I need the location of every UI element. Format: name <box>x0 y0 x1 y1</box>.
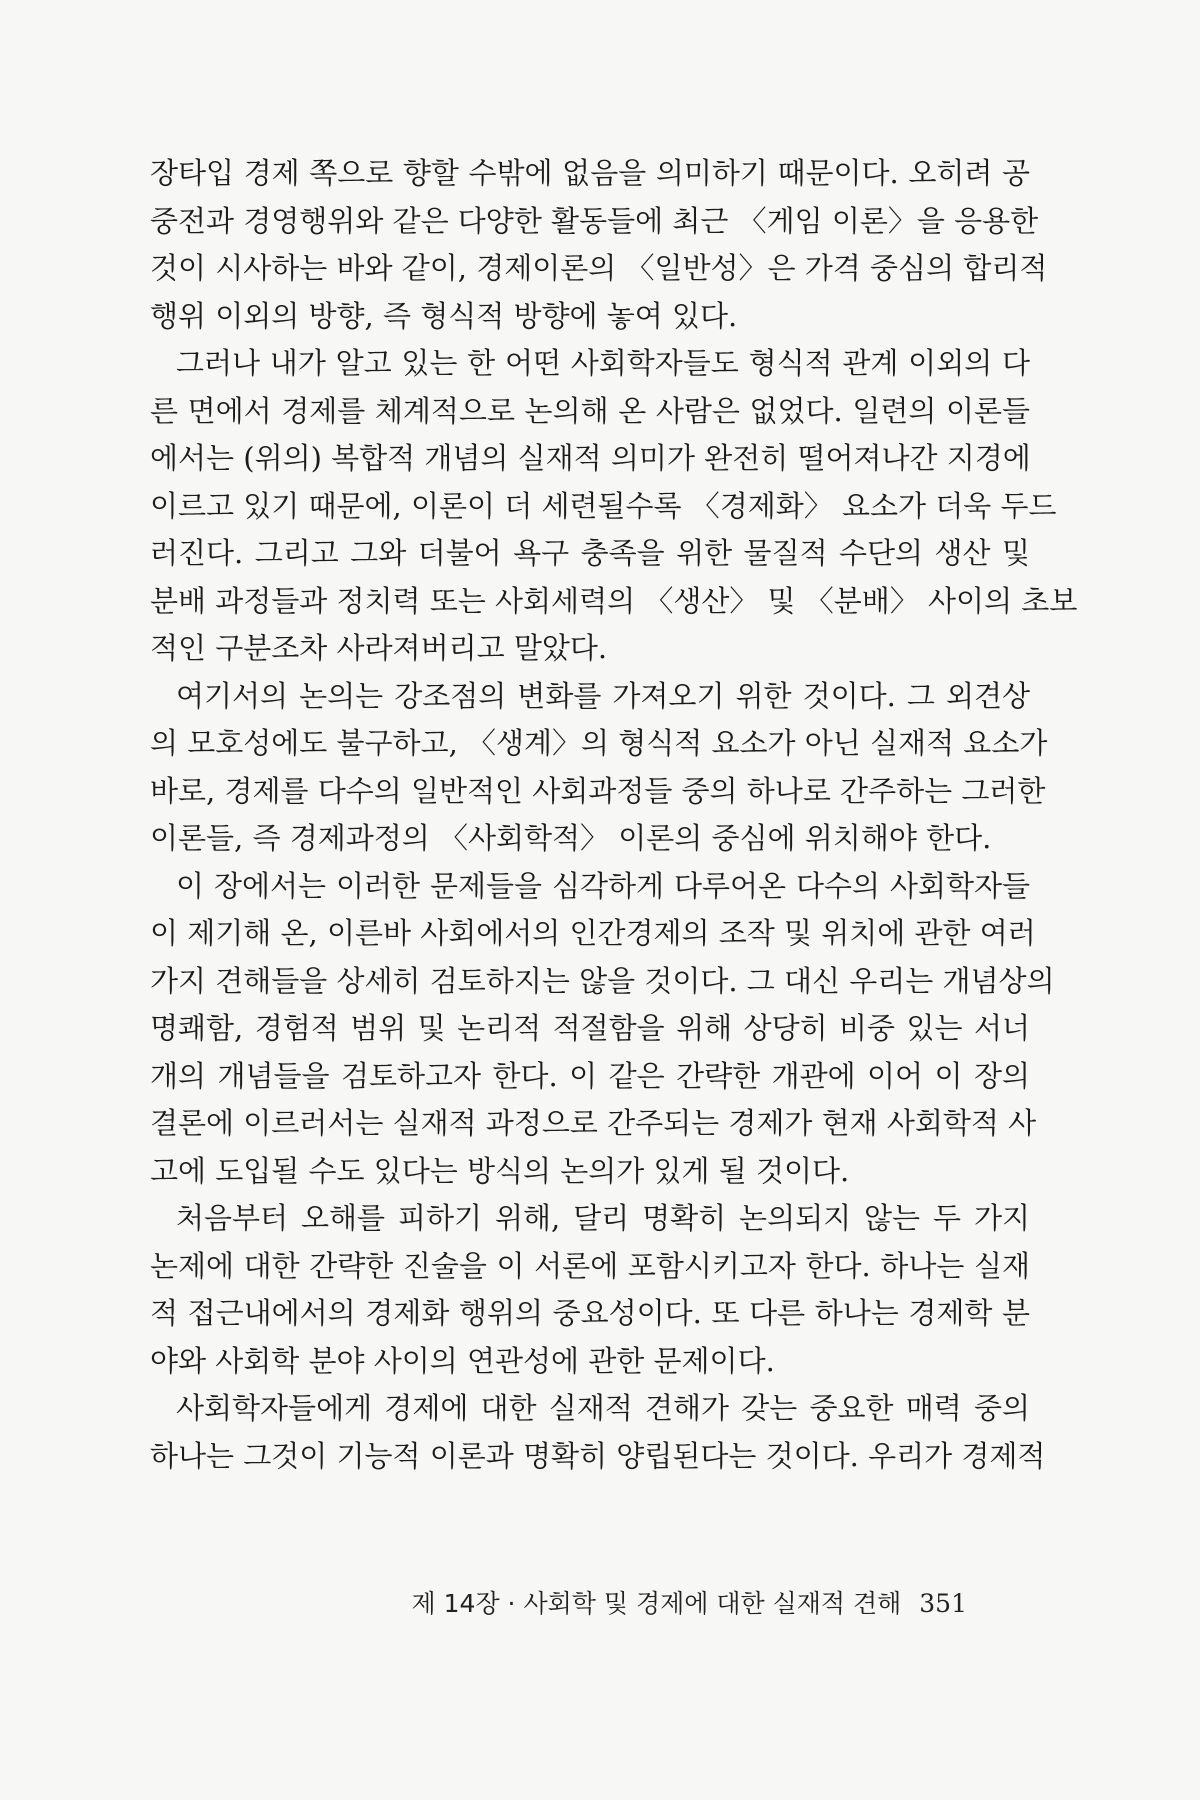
text-line: 의 모호성에도 불구하고, 〈생계〉의 형식적 요소가 아닌 실재적 요소가 <box>150 726 1048 760</box>
text-line: 이 장에서는 이러한 문제들을 심각하게 다루어온 다수의 사회학자들 <box>176 868 1030 903</box>
text-line: 장타입 경제 쪽으로 향할 수밖에 없음을 의미하기 때문이다. 오히려 공 <box>150 156 1030 190</box>
text-line: 행위 이외의 방향, 즉 형식적 방향에 놓여 있다. <box>150 298 738 333</box>
text-line: 여기서의 논의는 강조점의 변화를 가져오기 위한 것이다. 그 외견상 <box>176 678 1030 713</box>
text-line: 이론들, 즉 경제과정의 〈사회학적〉 이론의 중심에 위치해야 한다. <box>150 821 992 855</box>
text-line: 하나는 그것이 기능적 이론과 명확히 양립된다는 것이다. 우리가 경제적 <box>150 1438 1046 1473</box>
running-footer <box>412 1588 967 1620</box>
text-line: 그러나 내가 알고 있는 한 어떤 사회학자들도 형식적 관계 이외의 다 <box>176 346 1030 380</box>
body-text <box>150 150 1078 1480</box>
text-line: 바로, 경제를 다수의 일반적인 사회과정들 중의 하나로 간주하는 그러한 <box>150 773 1046 808</box>
text-line: 논제에 대한 간략한 진술을 이 서론에 포함시키고자 한다. 하나는 실재 <box>150 1248 1030 1283</box>
text-line: 중전과 경영행위와 같은 다양한 활동들에 최근 〈게임 이론〉을 응용한 <box>150 203 1039 238</box>
text-line: 른 면에서 경제를 체계적으로 논의해 온 사람은 없었다. 일련의 이론들 <box>150 393 1030 428</box>
text-line: 고에 도입될 수도 있다는 방식의 논의가 있게 될 것이다. <box>150 1153 850 1188</box>
text-line: 사회학자들에게 경제에 대한 실재적 견해가 갖는 중요한 매력 중의 <box>176 1391 1030 1425</box>
text-line: 분배 과정들과 정치력 또는 사회세력의 〈생산〉 및 〈분배〉 사이의 초보 <box>150 583 1078 618</box>
text-line: 명쾌함, 경험적 범위 및 논리적 적절함을 위해 상당히 비중 있는 서너 <box>150 1011 1030 1045</box>
text-line: 이 제기해 온, 이른바 사회에서의 인간경제의 조작 및 위치에 관한 여러 <box>150 916 1036 950</box>
text-line: 러진다. 그리고 그와 더불어 욕구 충족을 위한 물질적 수단의 생산 및 <box>150 536 1030 570</box>
text-line: 개의 개념들을 검토하고자 한다. 이 같은 간략한 개관에 이어 이 장의 <box>150 1058 1030 1093</box>
text-line: 이르고 있기 때문에, 이론이 더 세련될수록 〈경제화〉 요소가 더욱 두드 <box>150 488 1057 523</box>
text-line: 에서는 (위의) 복합적 개념의 실재적 의미가 완전히 떨어져나간 지경에 <box>150 441 1031 475</box>
page-number: 351 <box>919 1589 967 1618</box>
text-line: 적인 구분조차 사라져버리고 말았다. <box>150 631 608 665</box>
text-line: 처음부터 오해를 피하기 위해, 달리 명확히 논의되지 않는 두 가지 <box>176 1201 1030 1235</box>
text-line: 적 접근내에서의 경제화 행위의 중요성이다. 또 다른 하나는 경제학 분 <box>150 1296 1030 1330</box>
chapter-title: 제 14장 · 사회학 및 경제에 대한 실재적 견해 <box>411 1589 902 1618</box>
text-line: 결론에 이르러서는 실재적 과정으로 간주되는 경제가 현재 사회학적 사 <box>150 1106 1037 1140</box>
text-line: 것이 시사하는 바와 같이, 경제이론의 〈일반성〉은 가격 중심의 합리적 <box>150 251 1048 285</box>
text-line: 가지 견해들을 상세히 검토하지는 않을 것이다. 그 대신 우리는 개념상의 <box>150 963 1055 998</box>
text-line: 야와 사회학 분야 사이의 연관성에 관한 문제이다. <box>150 1343 775 1378</box>
